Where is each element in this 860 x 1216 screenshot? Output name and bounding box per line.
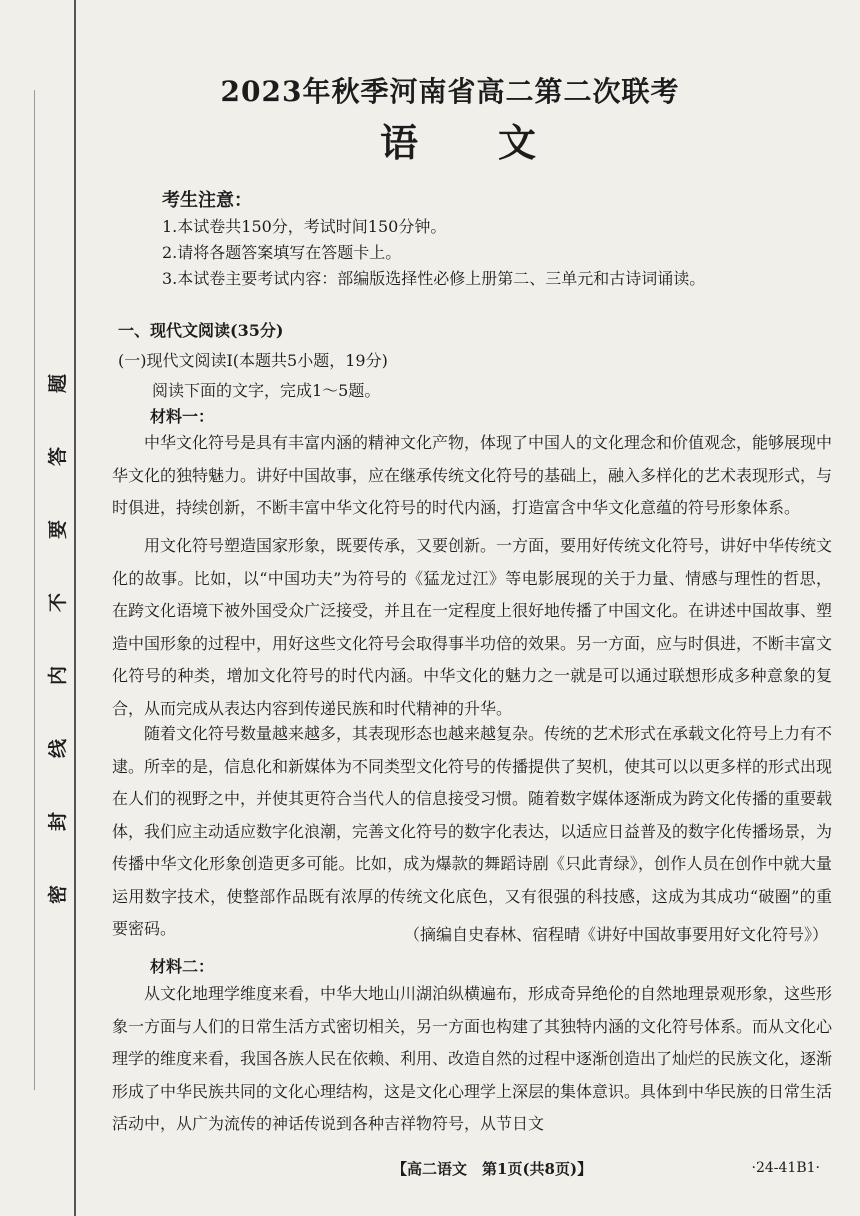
seal-char: 题 [47,373,70,394]
seal-char: 密 [47,884,70,905]
seal-char: 答 [47,446,70,467]
notice-item: 2.请将各题答案填写在答题卡上。 [162,243,402,262]
seal-char: 封 [47,811,70,832]
notice-item: 3.本试卷主要考试内容：部编版选择性必修上册第二、三单元和古诗词诵读。 [162,269,706,288]
material1-label: 材料一： [150,407,215,426]
seal-char: 线 [47,738,70,759]
seal-char: 内 [47,665,70,686]
notice-heading: 考生注意： [162,190,252,211]
paper-code: ·24-41B1· [751,1160,820,1176]
page-footer: 【高二语文 第1页(共8页)】 [392,1160,593,1178]
material1-source: （摘编自史春林、宿程晴《讲好中国故事要用好文化符号》） [403,925,828,944]
binding-line [74,0,76,1216]
part-heading: 一、现代文阅读(35分) [118,321,284,340]
material1-paragraph: 随着文化符号数量越来越多，其表现形态也越来越复杂。传统的艺术形式在承载文化符号上力有不逮。所幸的是，信息化和新媒体为不同类型文化符号的传播提供了契机，使其可以以更多样的形式出现在人们的视野之中，并使其更符合当代人的信息接受习惯。随着数字媒体逐渐成为跨文化传播的重要载体，我们应主动适应数字化浪潮，完善文化符号的数字化表达，以适应日益普及的数字化传播场景，为传播中华文化形象创造更多可能。比如，成为爆款的舞蹈诗剧《只此青绿》，创作人员在创作中就大量运用数字技术，使整部作品既有浓厚的传统文化底色，又有很强的科技感，这成为其成功“破圈”的重要密码。 [112,724,833,938]
exam-title: 2023年秋季河南省高二第二次联考 [220,75,680,108]
instruction: 阅读下面的文字，完成1～5题。 [152,381,381,400]
seal-char: 不 [47,592,70,613]
material2-paragraph: 从文化地理学维度来看，中华大地山川湖泊纵横遍布，形成奇异绝伦的自然地理景观形象，这些形象一方面与人们的日常生活方式密切相关，另一方面也构建了其独特内涵的文化符号体系。而从文化心理学的维度来看，我国各族人民在依赖、利用、改造自然的过程中逐渐创造出了灿烂的民族文化，逐渐形成了中华民族共同的文化心理结构，这是文化心理学上深层的集体意识。具体到中华民族的日常生活活动中，从广为流传的神话传说到各种吉祥物符号，从节日文 [112,984,833,1133]
subject-title: 语文 [380,120,617,165]
material1-paragraph: 用文化符号塑造国家形象，既要传承，又要创新。一方面，要用好传统文化符号，讲好中华传统文化的故事。比如，以“中国功夫”为符号的《猛龙过江》等电影展现的关于力量、情感与理性的哲思，在跨文化语境下被外国受众广泛接受，并且在一定程度上很好地传播了中国文化。在讲述中国故事、塑造中国形象的过程中，用好这些文化符号会取得事半功倍的效果。另一方面，应与时俱进，不断丰富文化符号的种类，增加文化符号的时代内涵。中华文化的魅力之一就是可以通过联想形成多种意象的复合，从而完成从表达内容到传递民族和时代精神的升华。 [112,536,833,718]
material2-label: 材料二： [150,957,215,976]
notice-item: 1.本试卷共150分，考试时间150分钟。 [162,217,447,236]
seal-warning [40,370,74,954]
material1-paragraph: 中华文化符号是具有丰富内涵的精神文化产物，体现了中国人的文化理念和价值观念，能够展现中华文化的独特魅力。讲好中国故事，应在继承传统文化符号的基础上，融入多样化的艺术表现形式，与时俱进，持续创新，不断丰富中华文化符号的时代内涵，打造富含中华文化意蕴的符号形象体系。 [112,433,833,517]
subsection-heading: (一)现代文阅读Ⅰ(本题共5小题，19分) [118,351,388,370]
seal-char: 要 [47,519,70,540]
binding-line-inner [34,90,35,1090]
